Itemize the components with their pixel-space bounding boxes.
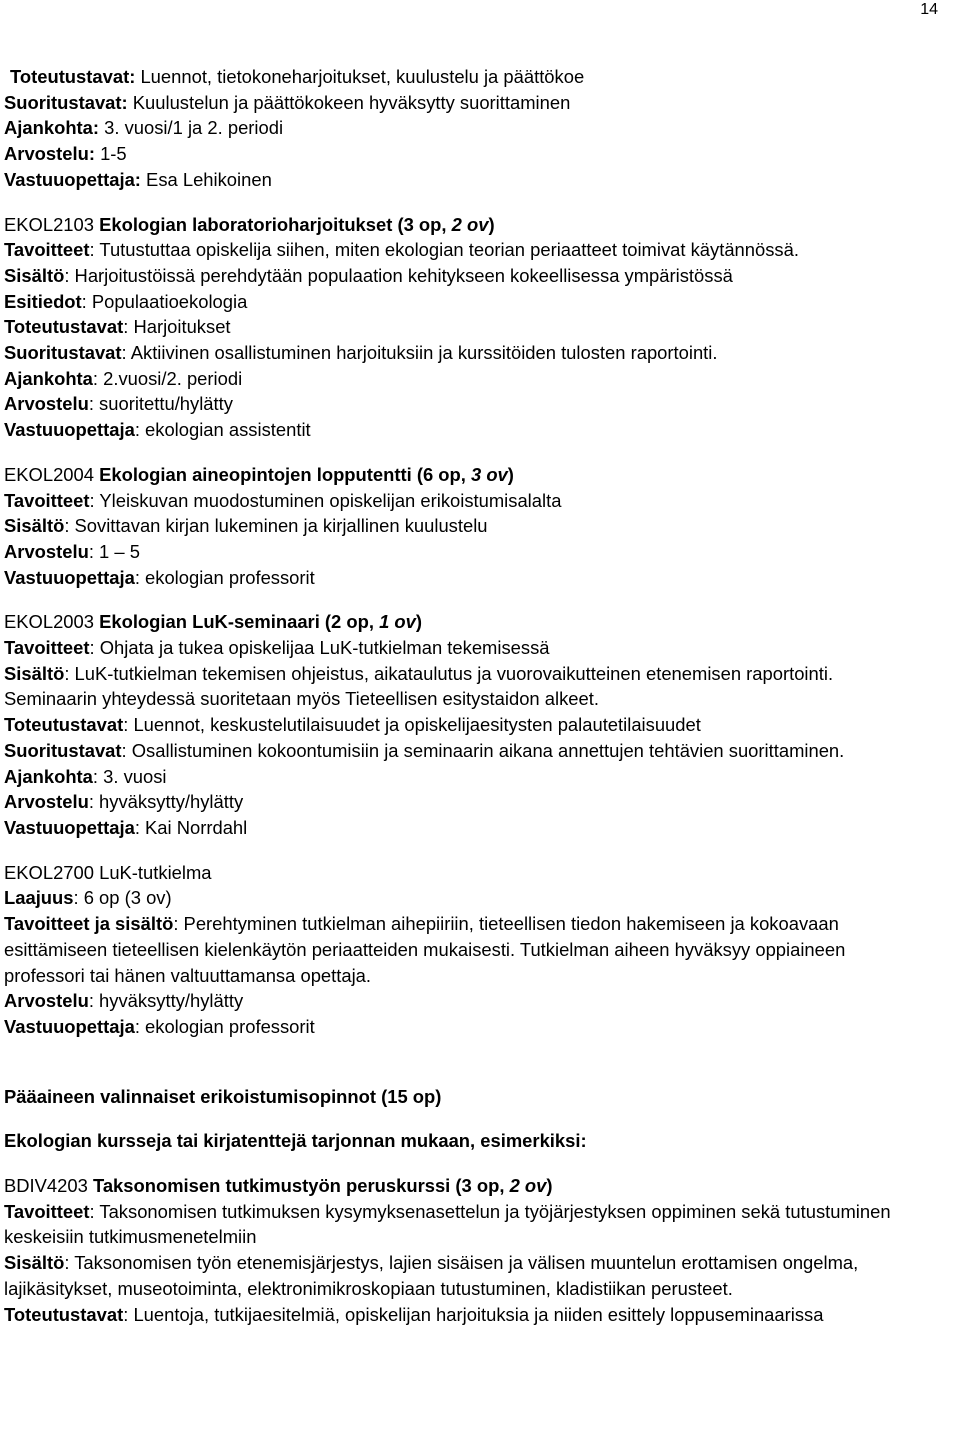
course-ekol2004 bbox=[4, 462, 954, 591]
field-label: Suoritustavat bbox=[4, 342, 122, 364]
field-toteutustavat bbox=[4, 314, 954, 340]
course-close: ) bbox=[415, 611, 423, 633]
field-label: Sisältö bbox=[4, 515, 65, 537]
field-sisalto bbox=[4, 513, 954, 539]
field-value: : LuK-tutkielman tekemisen ohjeistus, aikataulutus ja vuorovaikutteinen etenemisen raportointi. Seminaarin yhteydessä suoritetaan myös Tieteellisen esitystaidon alkeet. bbox=[4, 662, 834, 710]
course-title: Taksonomisen tutkimustyön peruskurssi (3 op, bbox=[92, 1175, 510, 1197]
field-value: : Harjoitukset bbox=[123, 316, 231, 338]
field-tavoitteet bbox=[4, 1199, 949, 1250]
field-value: : 2.vuosi/2. periodi bbox=[92, 367, 243, 389]
field-label: Sisältö bbox=[4, 264, 65, 286]
field-label: Sisältö bbox=[4, 662, 65, 684]
field-suoritustavat bbox=[4, 738, 884, 764]
field-label: Sisältö bbox=[4, 1252, 65, 1274]
course-heading bbox=[4, 212, 954, 238]
course-heading: EKOL2700 LuK-tutkielma bbox=[4, 861, 212, 883]
field-label: Arvostelu: bbox=[4, 143, 95, 165]
course-code: BDIV4203 bbox=[4, 1175, 93, 1197]
course-code: EKOL2003 bbox=[4, 611, 100, 633]
field-sisalto bbox=[4, 1250, 949, 1301]
field-value: : Ohjata ja tukea opiskelijaa LuK-tutkielman tekemisessä bbox=[89, 637, 550, 659]
field-sisalto bbox=[4, 661, 904, 712]
field-value: Esa Lehikoinen bbox=[140, 168, 272, 190]
field-arvostelu bbox=[4, 539, 954, 565]
course-ekol2103 bbox=[4, 212, 954, 443]
intro-arvostelu bbox=[4, 141, 954, 167]
field-value: : Osallistuminen kokoontumisiin ja seminaarin aikana annettujen tehtävien suorittaminen. bbox=[121, 739, 845, 761]
field-value: : hyväksytty/hylätty bbox=[88, 791, 244, 813]
field-value: : Yleiskuvan muodostuminen opiskelijan erikoistumisalalta bbox=[89, 489, 562, 511]
field-value: : Perehtyminen tutkielman aihepiiriin, tieteellisen tiedon hakemiseen ja kokoavaan esittämiseen tieteellisen kielenkäytön periaatteiden mukaisesti. Tutkielman aiheen hyväksyy oppiaineen professori tai hänen valtuuttamansa opettaja. bbox=[4, 913, 846, 986]
course-close: ) bbox=[488, 213, 495, 235]
field-value: : Taksonomisen tutkimuksen kysymyksenasettelun ja työjärjestyksen oppiminen sekä tutustuminen keskeisiin tutkimusmenetelmiin bbox=[4, 1200, 891, 1248]
field-value: : hyväksytty/hylätty bbox=[88, 990, 244, 1012]
course-ekol2003 bbox=[4, 609, 954, 840]
field-tavoitteet-ja-sisalto bbox=[4, 911, 904, 988]
section-heading-kursseja: Ekologian kursseja tai kirjatenttejä tarjonnan mukaan, esimerkiksi: bbox=[4, 1130, 587, 1152]
field-sisalto bbox=[4, 263, 954, 289]
field-label: Arvostelu bbox=[4, 990, 89, 1012]
field-arvostelu bbox=[4, 789, 954, 815]
field-vastuuopettaja bbox=[4, 1014, 954, 1040]
field-value: : suoritettu/hylätty bbox=[88, 393, 233, 415]
field-label: Toteutustavat bbox=[4, 714, 124, 736]
field-value: : ekologian professorit bbox=[134, 1015, 315, 1037]
field-ajankohta bbox=[4, 366, 954, 392]
field-value: : Kai Norrdahl bbox=[134, 816, 248, 838]
field-value: : Luentoja, tutkijaesitelmiä, opiskelijan harjoituksia ja niiden esittely loppuseminaarissa bbox=[123, 1303, 824, 1325]
field-vastuuopettaja bbox=[4, 417, 954, 443]
field-value: 1-5 bbox=[94, 143, 127, 165]
course-ov: 3 ov bbox=[470, 463, 508, 485]
field-label: Arvostelu bbox=[4, 540, 89, 562]
intro-vastuuopettaja bbox=[4, 167, 954, 193]
field-value: 3. vuosi/1 ja 2. periodi bbox=[99, 117, 284, 139]
field-value: : Sovittavan kirjan lukeminen ja kirjallinen kuulustelu bbox=[64, 515, 488, 537]
field-ajankohta bbox=[4, 764, 954, 790]
course-title: Ekologian laboratorioharjoitukset (3 op, bbox=[99, 213, 452, 235]
field-label: Ajankohta bbox=[4, 765, 93, 787]
field-label: Tavoitteet ja sisältö bbox=[4, 913, 174, 935]
course-close: ) bbox=[507, 463, 514, 485]
field-value: : 6 op (3 ov) bbox=[73, 887, 172, 909]
intro-toteutustavat bbox=[4, 64, 954, 90]
field-label: Vastuuopettaja: bbox=[4, 168, 141, 190]
field-tavoitteet bbox=[4, 635, 954, 661]
field-value: : ekologian assistentit bbox=[134, 419, 311, 441]
course-ov: 1 ov bbox=[379, 611, 416, 633]
intro-suoritustavat bbox=[4, 90, 954, 116]
field-label: Ajankohta bbox=[4, 367, 93, 389]
course-title: Ekologian aineopintojen lopputentti (6 op, bbox=[99, 463, 471, 485]
course-heading bbox=[4, 1173, 954, 1199]
intro-block bbox=[4, 64, 954, 193]
field-vastuuopettaja bbox=[4, 565, 954, 591]
course-bdiv4203 bbox=[4, 1173, 954, 1327]
course-ekol2700 bbox=[4, 860, 954, 1040]
field-toteutustavat bbox=[4, 712, 954, 738]
course-code: EKOL2103 bbox=[4, 213, 100, 235]
field-label: Toteutustavat bbox=[4, 1303, 124, 1325]
field-value: : Taksonomisen työn etenemisjärjestys, lajien sisäisen ja välisen muuntelun erottamisen ongelma, lajikäsitykset, museotoiminta, elektronimikroskopiaan tutustuminen, kladistiikan perusteet. bbox=[4, 1252, 859, 1299]
course-ov: 2 ov bbox=[451, 213, 489, 235]
field-laajuus bbox=[4, 885, 954, 911]
field-value: : ekologian professorit bbox=[134, 566, 315, 588]
course-heading bbox=[4, 609, 954, 635]
document-body bbox=[4, 64, 954, 1327]
field-label: Arvostelu bbox=[4, 393, 89, 415]
field-value: Kuulustelun ja päättökokeen hyväksytty suorittaminen bbox=[127, 91, 571, 113]
field-label: Suoritustavat: bbox=[4, 91, 128, 113]
field-label: Tavoitteet bbox=[4, 239, 90, 261]
field-label: Ajankohta: bbox=[4, 117, 100, 139]
field-label: Laajuus bbox=[4, 887, 74, 909]
field-vastuuopettaja bbox=[4, 815, 954, 841]
field-label: Esitiedot bbox=[4, 290, 82, 312]
field-value: : Tutustuttaa opiskelija siihen, miten ekologian teorian periaatteet toimivat käytännössä. bbox=[89, 239, 799, 261]
field-label: Vastuuopettaja bbox=[4, 816, 135, 838]
section-heading-valinnaiset: Pääaineen valinnaiset erikoistumisopinnot (15 op) bbox=[4, 1085, 442, 1107]
intro-ajankohta bbox=[4, 115, 954, 141]
field-label: Arvostelu bbox=[4, 791, 89, 813]
field-label: Vastuuopettaja bbox=[4, 1015, 135, 1037]
field-label: Suoritustavat bbox=[4, 739, 122, 761]
field-value: : Luennot, keskustelutilaisuudet ja opiskelijaesitysten palautetilaisuudet bbox=[123, 714, 701, 736]
field-value: Luennot, tietokoneharjoitukset, kuulustelu ja päättökoe bbox=[135, 66, 585, 87]
field-toteutustavat bbox=[4, 1302, 824, 1328]
field-arvostelu bbox=[4, 391, 954, 417]
field-value: : 3. vuosi bbox=[92, 765, 167, 787]
field-label: Vastuuopettaja bbox=[4, 566, 135, 588]
field-suoritustavat bbox=[4, 340, 954, 366]
field-esitiedot bbox=[4, 289, 954, 315]
field-label: Tavoitteet bbox=[4, 1200, 90, 1222]
page-number: 14 bbox=[920, 1, 938, 18]
course-close: ) bbox=[546, 1175, 553, 1197]
field-value: : Harjoitustöissä perehdytään populaation kehitykseen kokeellisessa ympäristössä bbox=[64, 264, 733, 286]
field-label: Toteutustavat bbox=[4, 316, 124, 338]
field-arvostelu bbox=[4, 988, 954, 1014]
field-value: : Aktiivinen osallistuminen harjoituksiin ja kurssitöiden tulosten raportointi. bbox=[121, 342, 718, 364]
field-value: : Populaatioekologia bbox=[81, 290, 248, 312]
field-label: Toteutustavat: bbox=[10, 66, 136, 87]
field-value: : 1 – 5 bbox=[88, 540, 140, 562]
course-heading bbox=[4, 462, 954, 488]
field-label: Tavoitteet bbox=[4, 489, 90, 511]
field-tavoitteet bbox=[4, 237, 954, 263]
field-label: Vastuuopettaja bbox=[4, 419, 135, 441]
field-tavoitteet bbox=[4, 488, 954, 514]
course-ov: 2 ov bbox=[509, 1175, 547, 1197]
course-title: Ekologian LuK-seminaari (2 op, bbox=[99, 611, 380, 633]
field-label: Tavoitteet bbox=[4, 637, 90, 659]
course-code: EKOL2004 bbox=[4, 463, 100, 485]
